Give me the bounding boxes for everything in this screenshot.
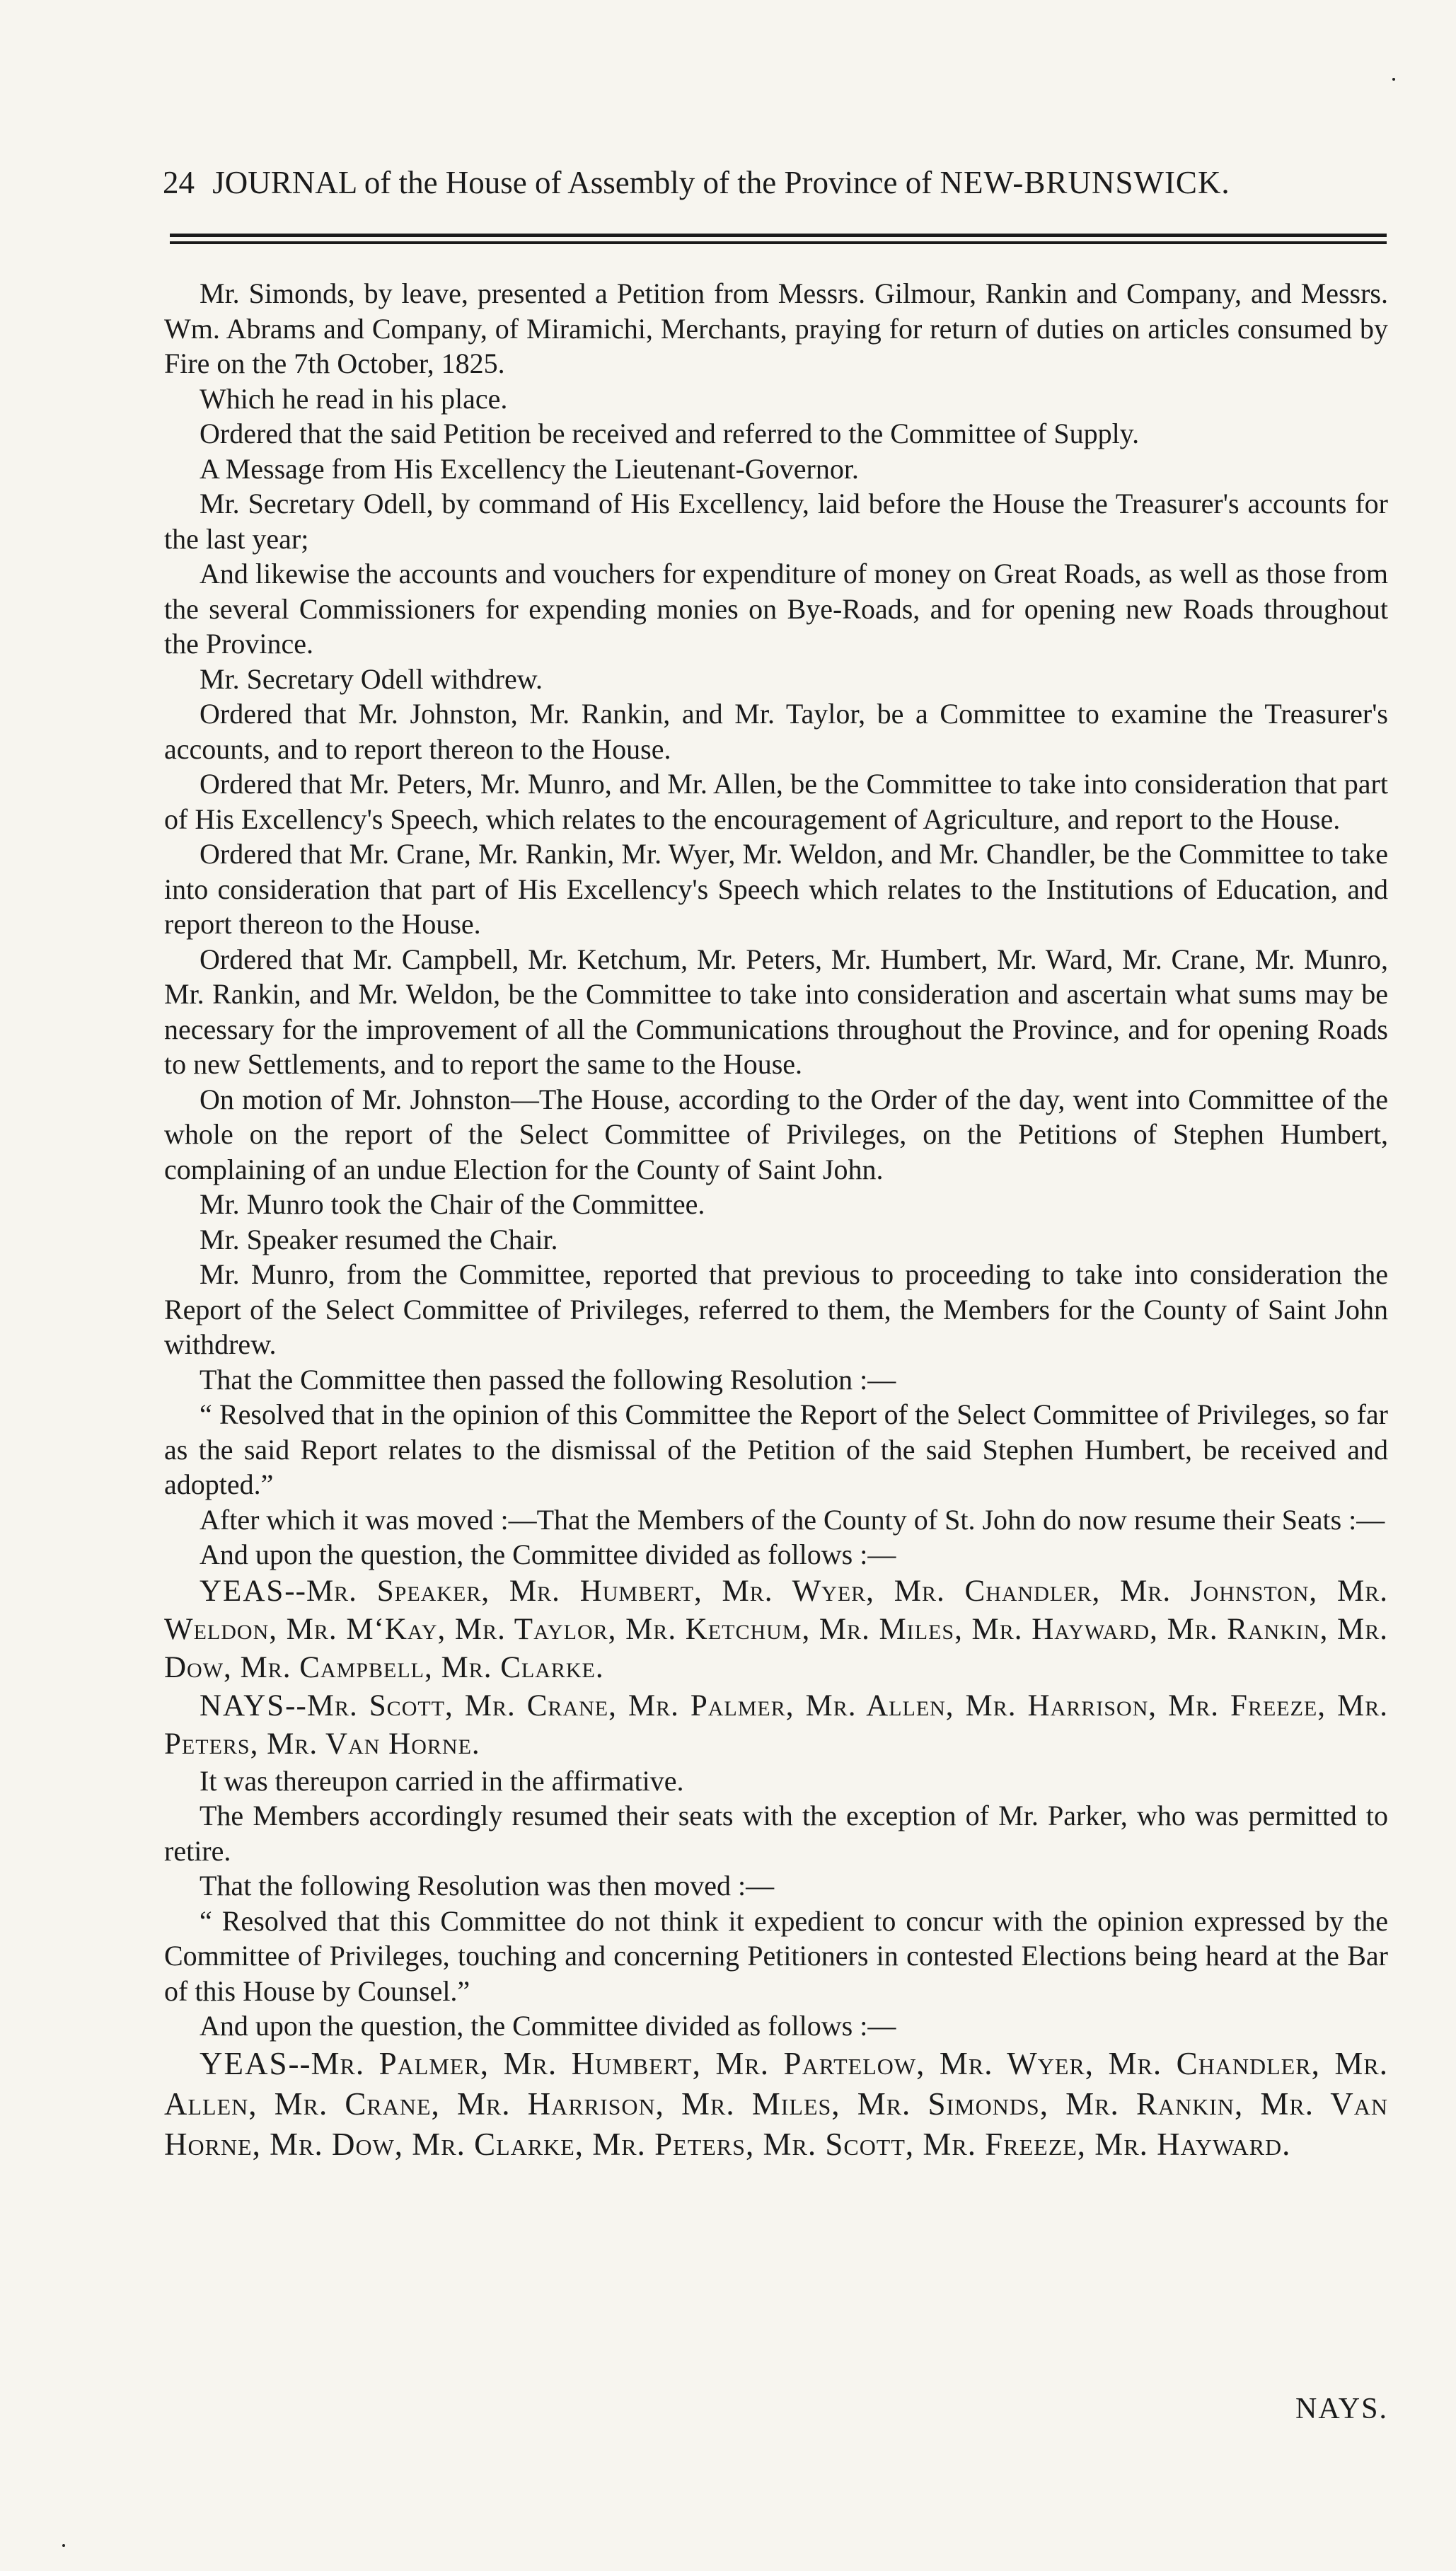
division-yeas-2: YEAS--Mr. Palmer, Mr. Humbert, Mr. Partelow, Mr. Wyer, Mr. Chandler, Mr. Allen, Mr. Crane, Mr. Harrison, Mr. Miles, Mr. Simonds, Mr. Rankin, Mr. Van Horne, Mr. Dow, Mr. Clarke, Mr. Peters, Mr. Scott, Mr. Freeze, Mr. Hayward. [164, 2045, 1388, 2162]
paragraph: And upon the question, the Committee divided as follows :— [200, 1538, 896, 1570]
paragraph: And likewise the accounts and vouchers for expenditure of money on Great Roads, as well as those from the several Commissioners for expending monies on Bye-Roads, and for opening new Roads throughout the Province. [164, 558, 1388, 660]
paragraph: Ordered that Mr. Crane, Mr. Rankin, Mr. Wyer, Mr. Weldon, and Mr. Chandler, be the Committee to take into consideration that part of His Excellency's Speech which relates to the Institutions of Education, and report thereon to the House. [164, 838, 1388, 940]
paragraph: A Message from His Excellency the Lieutenant-Governor. [200, 452, 859, 485]
paragraph: Ordered that Mr. Peters, Mr. Munro, and Mr. Allen, be the Committee to take into consideration that part of His Excellency's Speech, which relates to the encouragement of Agriculture, and report to the House. [164, 768, 1388, 835]
paragraph: Ordered that Mr. Campbell, Mr. Ketchum, Mr. Peters, Mr. Humbert, Mr. Ward, Mr. Crane, Mr. Munro, Mr. Rankin, and Mr. Weldon, be the Committee to take into consideration and ascertain what sums may be necessary for the improvement of all the Communications throughout the Province, and for opening Roads to new Settlements, and to report the same to the House. [164, 943, 1388, 1080]
paragraph: Ordered that Mr. Johnston, Mr. Rankin, and Mr. Taylor, be a Committee to examine the Treasurer's accounts, and to report thereon to the House. [164, 698, 1388, 765]
paragraph: Mr. Simonds, by leave, presented a Petition from Messrs. Gilmour, Rankin and Company, and Messrs. Wm. Abrams and Company, of Miramichi, Merchants, praying for return of duties on articles consumed by Fire on the 7th October, 1825. [164, 277, 1388, 379]
paragraph: And upon the question, the Committee divided as follows :— [200, 2010, 896, 2042]
nays-label: NAYS [200, 1689, 286, 1722]
paragraph: Mr. Secretary Odell, by command of His Excellency, laid before the House the Treasurer's accounts for the last year; [164, 488, 1388, 555]
paragraph: Mr. Speaker resumed the Chair. [200, 1223, 558, 1255]
nays-names: Mr. Scott, Mr. Crane, Mr. Palmer, Mr. Allen, Mr. Harrison, Mr. Freeze, Mr. Peters, Mr. Van Horne. [164, 1689, 1388, 1761]
division-yeas-1: YEAS--Mr. Speaker, Mr. Humbert, Mr. Wyer, Mr. Chandler, Mr. Johnston, Mr. Weldon, Mr. M‘Kay, Mr. Taylor, Mr. Ketchum, Mr. Miles, Mr. Hayward, Mr. Rankin, Mr. Dow, Mr. Campbell, Mr. Clarke. [164, 1574, 1388, 1684]
division-nays-1: NAYS--Mr. Scott, Mr. Crane, Mr. Palmer, Mr. Allen, Mr. Harrison, Mr. Freeze, Mr. Peters, Mr. Van Horne. [164, 1689, 1388, 1761]
yeas-names: Mr. Speaker, Mr. Humbert, Mr. Wyer, Mr. Chandler, Mr. Johnston, Mr. Weldon, Mr. M‘Kay, Mr. Taylor, Mr. Ketchum, Mr. Miles, Mr. Hayward, Mr. Rankin, Mr. Dow, Mr. Campbell, Mr. Clarke. [164, 1574, 1388, 1684]
paragraph: Mr. Secretary Odell withdrew. [200, 662, 543, 695]
yeas-label: YEAS [200, 1574, 285, 1608]
running-title: JOURNAL of the House of Assembly of the Province of [212, 165, 932, 200]
paragraph: It was thereupon carried in the affirmative. [200, 1764, 684, 1797]
paragraph: Mr. Munro, from the Committee, reported that previous to proceeding to take into consideration the Report of the Select Committee of Privileges, referred to them, the Members for the County of Saint John withdrew. [164, 1258, 1388, 1360]
page-header [163, 161, 1394, 204]
paragraph: That the following Resolution was then moved :— [200, 1870, 775, 1902]
paragraph: The Members accordingly resumed their seats with the exception of Mr. Parker, who was permitted to retire. [164, 1800, 1388, 1867]
paragraph: Ordered that the said Petition be received and referred to the Committee of Supply. [200, 418, 1140, 449]
catchword: NAYS. [1295, 2393, 1388, 2425]
journal-text [164, 276, 1388, 2165]
paragraph: Mr. Munro took the Chair of the Committee. [200, 1188, 705, 1220]
resolution-quote: “ Resolved that in the opinion of this Committee the Report of the Select Committee of Privileges, so far as the said Report relates to the dismissal of the Petition of the said Stephen Humbert, be received and adopted.” [164, 1398, 1388, 1500]
header-rule-thin [170, 241, 1387, 244]
print-speck [62, 2544, 65, 2547]
page-number: 24 [163, 165, 195, 200]
paragraph: After which it was moved :—That the Members of the County of St. John do now resume their Seats :— [200, 1503, 1385, 1536]
print-speck [1392, 78, 1395, 81]
yeas-names: Mr. Palmer, Mr. Humbert, Mr. Partelow, Mr. Wyer, Mr. Chandler, Mr. Allen, Mr. Crane, Mr. Harrison, Mr. Miles, Mr. Simonds, Mr. Rankin, Mr. Van Horne, Mr. Dow, Mr. Clarke, Mr. Peters, Mr. Scott, Mr. Freeze, Mr. Hayward. [164, 2045, 1388, 2162]
yeas-label: YEAS [200, 2045, 289, 2081]
resolution-quote: “ Resolved that this Committee do not think it expedient to concur with the opinion expressed by the Committee of Privileges, touching and concerning Petitioners in contested Elections being heard at the Bar of this House by Counsel.” [164, 1904, 1388, 2007]
paragraph: That the Committee then passed the following Resolution :— [200, 1363, 896, 1396]
running-title-province: NEW-BRUNSWICK. [940, 165, 1230, 200]
header-rule-thick [170, 234, 1387, 237]
paragraph: Which he read in his place. [200, 382, 508, 415]
paragraph: On motion of Mr. Johnston—The House, according to the Order of the day, went into Committee of the whole on the report of the Select Committee of Privileges, on the Petitions of Stephen Humbert, complaining of an undue Election for the County of Saint John. [164, 1083, 1388, 1185]
